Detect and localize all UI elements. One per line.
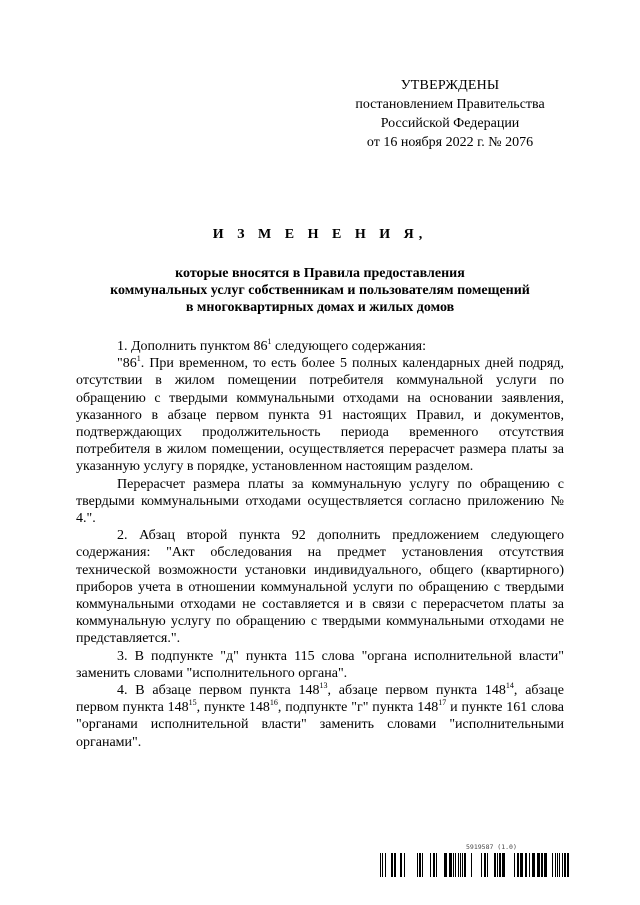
paragraph-6-text-d: , пункте 148 xyxy=(196,700,270,716)
paragraph-6-text-a: 4. В абзаце первом пункта 148 xyxy=(117,683,320,699)
paragraph-6-text-f: и пункте 161 слова "органами исполнительной власти" заменить словами "исполнительными органами". xyxy=(76,700,565,750)
paragraph-1 xyxy=(76,338,564,355)
paragraph-2 xyxy=(76,355,564,475)
approval-date-number: от 16 ноября 2022 г. № 2076 xyxy=(366,135,534,150)
document-heading xyxy=(60,226,580,316)
approval-line-1: постановлением Правительства xyxy=(355,97,545,112)
barcode-image xyxy=(380,853,570,877)
paragraph-6-superscript-2: 14 xyxy=(505,681,514,691)
paragraph-6-superscript-3: 15 xyxy=(188,698,197,708)
subtitle-line-1: которые вносятся в Правила предоставления xyxy=(175,266,465,281)
paragraph-6-superscript-4: 16 xyxy=(269,698,278,708)
document-title: И З М Е Н Е Н И Я, xyxy=(212,227,428,242)
paragraph-1-text-b: следующего содержания: xyxy=(271,339,427,354)
paragraph-2-text-b: . При временном, то есть более 5 полных календарных дней подряд, отсутствии в жилом помещении потребителя коммунальной услуги по обращению с твердыми коммунальными отходами на основании заявления, указанного в абзаце первом пункта 91 настоящих Правил, и документов, подтверждающих продолжительность периода временного отсутствия потребителя в жилом помещении, осуществляется перерасчет размера платы за указанную услугу в порядке, установленном настоящим разделом. xyxy=(76,356,564,475)
paragraph-6-superscript-1: 13 xyxy=(319,681,328,691)
paragraph-6-text-c: , абзаце первом пункта 148 xyxy=(76,683,564,716)
paragraph-6-text-b: , абзаце первом пункта 148 xyxy=(327,683,506,699)
paragraph-1-text-a: 1. Дополнить пунктом 86 xyxy=(117,339,268,354)
paragraph-6-superscript-5: 17 xyxy=(438,698,447,708)
document-body xyxy=(76,338,564,751)
paragraph-6-text-e: , подпункте "г" пункта 148 xyxy=(277,700,439,716)
approval-stamp xyxy=(330,76,570,152)
approval-heading: УТВЕРЖДЕНЫ xyxy=(400,78,500,93)
paragraph-1-superscript: 1 xyxy=(267,337,272,346)
paragraph-2-superscript: 1 xyxy=(136,354,141,364)
paragraph-4: 2. Абзац второй пункта 92 дополнить предложением следующего содержания: "Акт обследования на предмет установления отсутствия технической возможности установки индивидуального, общего (квартирного) приборов учета в отношении коммунальной услуги по обращению с твердыми коммунальными отходами не составляется и в связи с перерасчетом платы за коммунальную услугу по обращению с твердыми коммунальными отходами не представляется.". xyxy=(76,528,564,647)
subtitle-line-2: коммунальных услуг собственникам и пользователям помещений xyxy=(110,283,530,298)
subtitle-line-3: в многоквартирных домах и жилых домов xyxy=(185,300,455,315)
approval-line-2: Российской Федерации xyxy=(380,116,520,131)
paragraph-6 xyxy=(76,682,564,751)
paragraph-5: 3. В подпункте "д" пункта 115 слова "органа исполнительной власти" заменить словами "исполнительного органа". xyxy=(76,648,564,681)
document-code: 5919587 (1.0) xyxy=(466,843,517,851)
paragraph-3: Перерасчет размера платы за коммунальную услугу по обращению с твердыми коммунальными отходами осуществляется согласно приложению № 4.". xyxy=(76,476,564,527)
paragraph-2-text-a: "86 xyxy=(117,356,137,372)
